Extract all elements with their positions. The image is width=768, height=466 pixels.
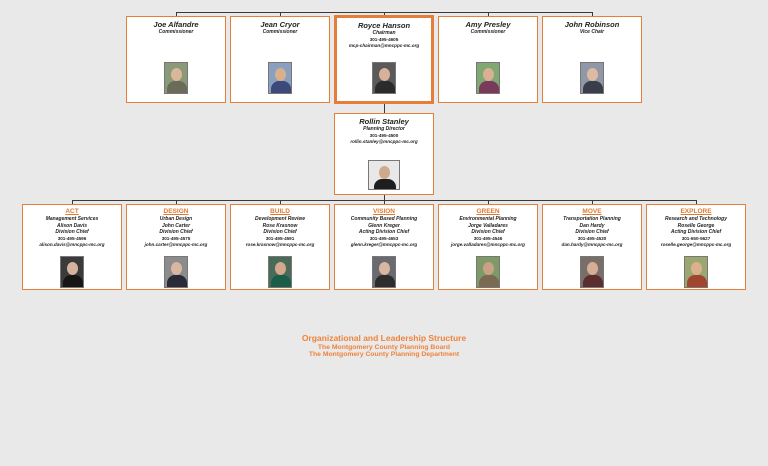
division-phone: 301-650-5627 <box>681 235 711 241</box>
division-title: GREEN <box>476 208 500 215</box>
board-card-cryor <box>230 16 330 103</box>
division-dept: Development Review <box>254 216 306 222</box>
director-name: Rollin Stanley <box>359 117 409 126</box>
division-title: BUILD <box>270 208 290 215</box>
division-person: Alison Davis <box>56 222 87 229</box>
footer-department-line: The Montgomery County Planning Department <box>308 351 460 358</box>
member-name: Jean Cryor <box>260 20 300 29</box>
person-photo-icon <box>268 62 292 94</box>
person-photo-icon <box>268 256 292 288</box>
division-person: Rose Krasnow <box>262 222 298 229</box>
division-title: ACT <box>65 208 79 215</box>
person-photo-icon <box>476 62 500 94</box>
member-name: Amy Presley <box>465 20 511 29</box>
person-photo-icon <box>60 256 84 288</box>
division-person: Jorge Valladares <box>468 222 508 229</box>
division-phone: 301-495-4653 <box>369 235 399 241</box>
division-dept: Research and Technology <box>664 216 728 222</box>
division-card-green <box>438 204 538 290</box>
member-role: Vice Chair <box>579 29 605 35</box>
division-phone: 301-495-4596 <box>57 235 87 241</box>
person-photo-icon <box>372 256 396 288</box>
division-role: Division Chief <box>55 229 89 235</box>
person-photo-icon <box>164 256 188 288</box>
division-title: EXPLORE <box>680 208 712 215</box>
division-email: jorge.valladares@mncppc-mc.org <box>451 242 525 247</box>
division-card-design <box>126 204 226 290</box>
director-email: rollin.stanley@mncppc-mc.org <box>350 139 418 144</box>
division-role: Acting Division Chief <box>358 229 410 235</box>
person-photo-icon <box>684 256 708 288</box>
board-card-presley <box>438 16 538 103</box>
person-photo-icon <box>476 256 500 288</box>
division-person: Glenn Kreger <box>368 222 400 229</box>
footer-board-line: The Montgomery County Planning Board <box>317 344 451 351</box>
division-card-vision <box>334 204 434 290</box>
board-card-hanson-chairman <box>334 15 434 104</box>
director-card <box>334 113 434 195</box>
division-card-act <box>22 204 122 290</box>
board-card-robinson <box>542 16 642 103</box>
person-photo-icon <box>164 62 188 94</box>
member-name: Royce Hanson <box>357 21 411 30</box>
person-photo-icon <box>580 62 604 94</box>
division-card-move <box>542 204 642 290</box>
division-dept: Urban Design <box>159 216 193 222</box>
division-card-build <box>230 204 330 290</box>
member-name: John Robinson <box>564 20 620 29</box>
division-role: Acting Division Chief <box>670 229 722 235</box>
footer-title: Organizational and Leadership Structure <box>301 333 467 343</box>
division-phone: 301-495-4575 <box>161 235 191 241</box>
member-role: Chairman <box>372 30 396 36</box>
member-email: mcp-chairman@mncppc-mc.org <box>348 43 420 48</box>
director-role: Planning Director <box>363 126 405 132</box>
division-role: Division Chief <box>471 229 505 235</box>
division-person: John Carter <box>161 222 191 229</box>
board-card-alfandre <box>126 16 226 103</box>
division-email: rose.krasnow@mncppc-mc.org <box>245 242 315 247</box>
division-role: Division Chief <box>159 229 193 235</box>
division-dept: Transportation Planning <box>563 216 621 222</box>
division-phone: 301-495-4591 <box>265 235 295 241</box>
division-person: Dan Hardy <box>579 222 605 229</box>
division-title: MOVE <box>582 208 602 215</box>
person-photo-icon <box>580 256 604 288</box>
division-dept: Environmental Planning <box>459 216 517 222</box>
member-role: Commissioner <box>158 29 194 35</box>
division-email: alison.davis@mncppc-mc.org <box>39 242 105 247</box>
member-role: Commissioner <box>470 29 506 35</box>
member-name: Joe Alfandre <box>153 20 199 29</box>
member-phone: 301-495-4605 <box>369 36 399 42</box>
division-role: Division Chief <box>575 229 609 235</box>
division-role: Division Chief <box>263 229 297 235</box>
division-card-explore <box>646 204 746 290</box>
division-email: john.carter@mncppc-mc.org <box>144 242 208 247</box>
division-phone: 301-495-4530 <box>577 235 607 241</box>
division-title: VISION <box>372 208 396 215</box>
division-dept: Management Services <box>45 216 99 222</box>
division-dept: Community Based Planning <box>350 216 418 222</box>
division-title: DESIGN <box>163 208 189 215</box>
director-phone: 301-495-4500 <box>369 132 399 138</box>
division-person: Roselle George <box>677 222 715 229</box>
division-email: dan.hardy@mncppc-mc.org <box>561 242 623 247</box>
division-phone: 301-495-4546 <box>473 235 503 241</box>
division-email: roselle.george@mncppc-mc.org <box>660 242 732 247</box>
division-email: glenn.kreger@mncppc-mc.org <box>350 242 418 247</box>
person-photo-icon <box>372 62 396 94</box>
person-photo-icon <box>368 160 400 190</box>
member-role: Commissioner <box>262 29 298 35</box>
